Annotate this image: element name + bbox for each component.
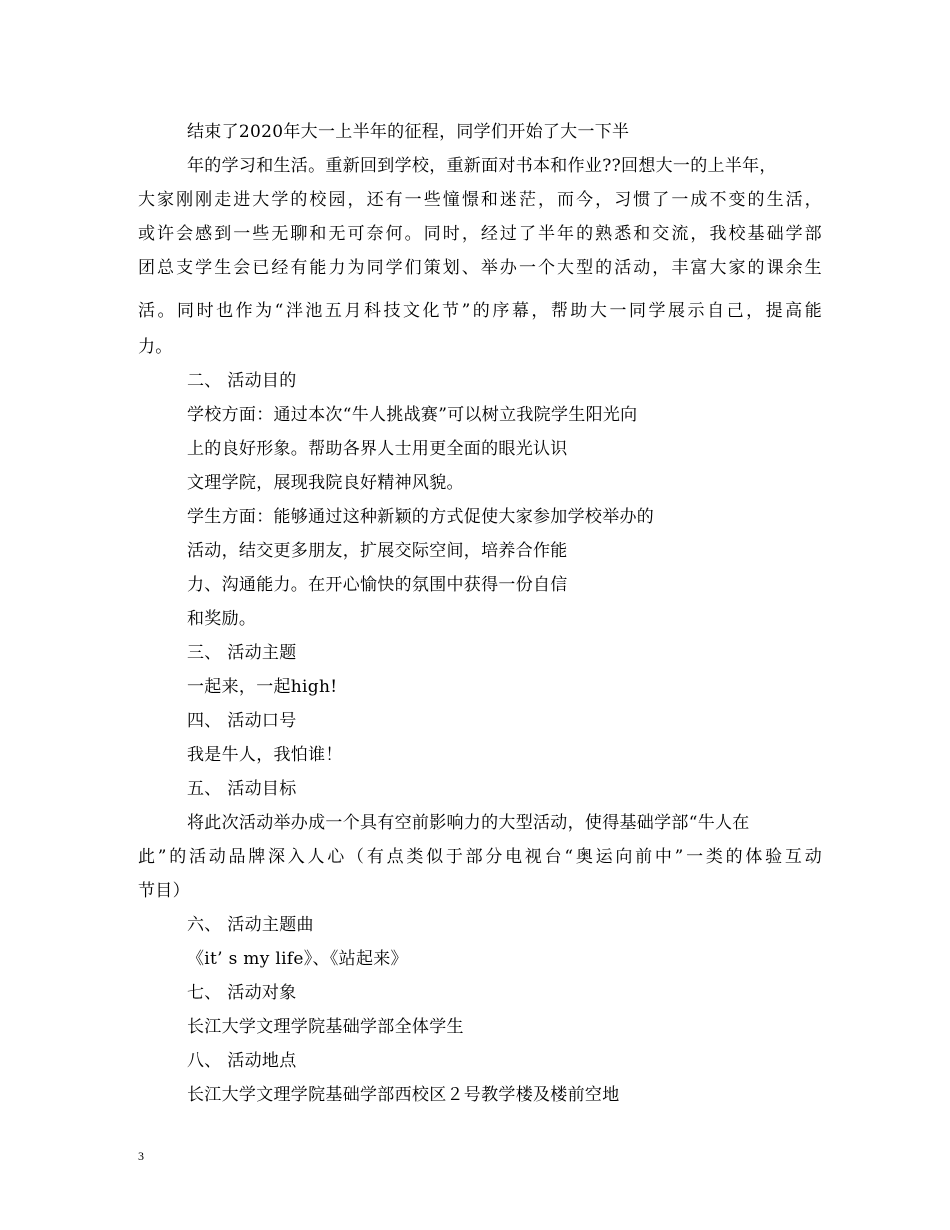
paragraph-line: 节目） bbox=[138, 881, 190, 901]
section-heading: 八、 活动地点 bbox=[187, 1051, 297, 1071]
paragraph-line: 或许会感到一些无聊和无可奈何。同时，经过了半年的熟悉和交流，我校基础学部 bbox=[138, 224, 822, 244]
section-heading: 二、 活动目的 bbox=[187, 371, 297, 391]
paragraph-line: 大家刚刚走进大学的校园，还有一些憧憬和迷茫，而今，习惯了一成不变的生活， bbox=[138, 190, 822, 210]
paragraph-line: 长江大学文理学院基础学部全体学生 bbox=[187, 1017, 464, 1037]
paragraph-line: 结束了2020年大一上半年的征程，同学们开始了大一下半 bbox=[187, 122, 630, 142]
paragraph-line: 一起来，一起high! bbox=[187, 677, 338, 697]
paragraph-line: 力、沟通能力。在开心愉快的氛围中获得一份自信 bbox=[187, 575, 568, 595]
paragraph-line: 力。 bbox=[138, 337, 173, 357]
paragraph-line: 活。同时也作为“泮池五月科技文化节”的序幕，帮助大一同学展示自己，提高能 bbox=[138, 301, 822, 321]
paragraph-line: 活动，结交更多朋友，扩展交际空间，培养合作能 bbox=[187, 541, 568, 561]
paragraph-line: 将此次活动举办成一个具有空前影响力的大型活动，使得基础学部“牛人在 bbox=[187, 813, 750, 833]
paragraph-line: 我是牛人，我怕谁！ bbox=[187, 745, 343, 765]
section-heading: 三、 活动主题 bbox=[187, 643, 297, 663]
paragraph-line: 此”的活动品牌深入人心（有点类似于部分电视台“奥运向前中”一类的体验互动 bbox=[138, 847, 822, 867]
section-heading: 六、 活动主题曲 bbox=[187, 915, 314, 935]
paragraph-line: 和奖励。 bbox=[187, 609, 257, 629]
page-number: 3 bbox=[138, 1149, 144, 1163]
section-heading: 四、 活动口号 bbox=[187, 711, 297, 731]
paragraph-line: 团总支学生会已经有能力为同学们策划、举办一个大型的活动，丰富大家的课余生 bbox=[138, 258, 822, 278]
paragraph-line: 文理学院，展现我院良好精神风貌。 bbox=[187, 473, 464, 493]
paragraph-line: 年的学习和生活。重新回到学校，重新面对书本和作业??回想大一的上半年， bbox=[187, 156, 777, 176]
paragraph-line: 学校方面：通过本次“牛人挑战赛”可以树立我院学生阳光向 bbox=[187, 405, 638, 425]
section-heading: 七、 活动对象 bbox=[187, 983, 297, 1003]
paragraph-line: 《it’ s my life》、《站起来》 bbox=[187, 949, 408, 969]
paragraph-line: 长江大学文理学院基础学部西校区２号教学楼及楼前空地 bbox=[187, 1085, 620, 1105]
paragraph-line: 上的良好形象。帮助各界人士用更全面的眼光认识 bbox=[187, 439, 568, 459]
paragraph-line: 学生方面：能够通过这种新颖的方式促使大家参加学校举办的 bbox=[187, 507, 655, 527]
section-heading: 五、 活动目标 bbox=[187, 779, 297, 799]
